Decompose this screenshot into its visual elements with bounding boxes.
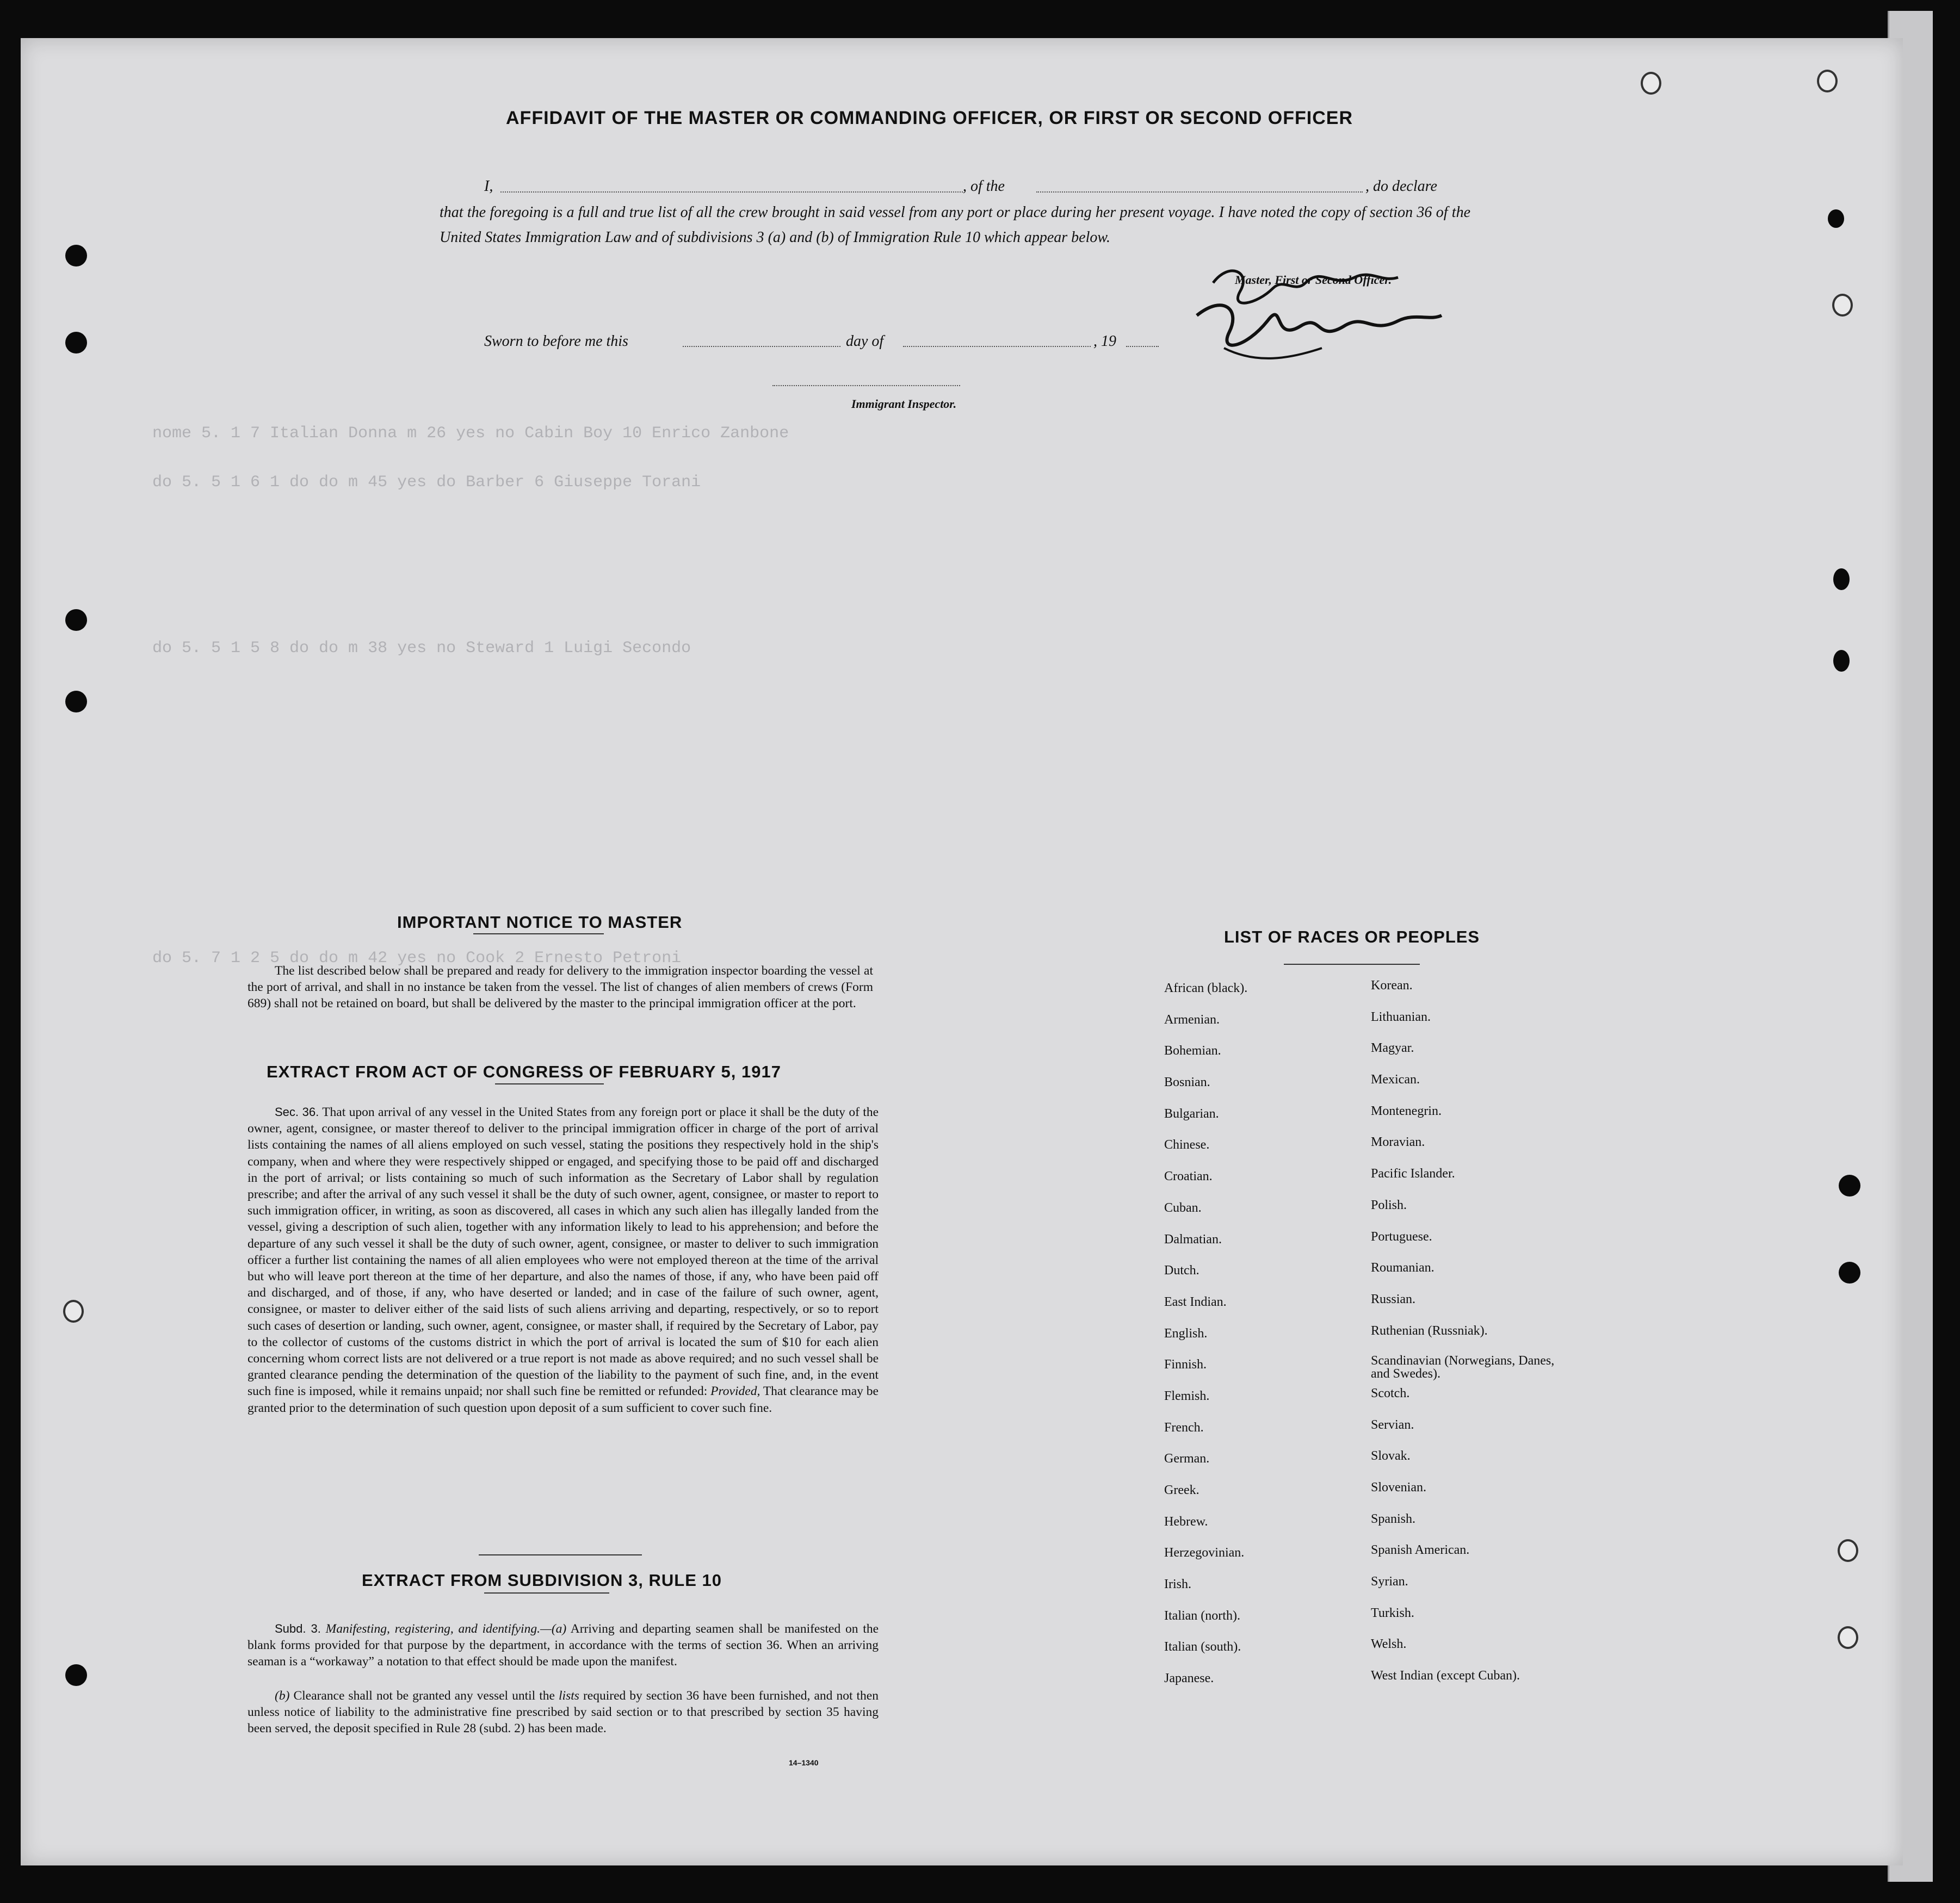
- race-item: Spanish.: [1371, 1511, 1416, 1526]
- sworn-date-blank: [683, 346, 840, 347]
- act-end-rule: [479, 1554, 642, 1555]
- race-item: Moravian.: [1371, 1135, 1425, 1150]
- race-item: Chinese.: [1164, 1138, 1210, 1152]
- race-item: English.: [1164, 1326, 1208, 1341]
- race-item: German.: [1164, 1452, 1210, 1466]
- race-item: Scotch.: [1371, 1386, 1410, 1400]
- race-item: Hebrew.: [1164, 1514, 1208, 1529]
- race-item: Bohemian.: [1164, 1044, 1221, 1058]
- race-item: Ruthenian (Russniak).: [1371, 1323, 1488, 1338]
- race-item: Korean.: [1371, 978, 1413, 993]
- punch-hole: [1839, 1262, 1860, 1284]
- punch-hole: [1828, 209, 1844, 228]
- race-item: Italian (north).: [1164, 1608, 1240, 1623]
- race-item: Roumanian.: [1371, 1261, 1435, 1275]
- race-item: Herzegovinian.: [1164, 1546, 1245, 1560]
- race-item: Scandinavian (Norwegians, Danes, and Swedes).: [1371, 1354, 1555, 1381]
- race-item: Polish.: [1371, 1198, 1407, 1212]
- section-text: That upon arrival of any vessel in the United States from any foreign port or place it shall be the duty of the owner, agent, consignee, or master thereof to deliver to the principal immigration officer in charge of the port of arrival lists containing the names of all aliens employed on such vessel, stating the positions they respectively hold in the ship's company, when and where they were respectively shipped or engaged, and specifying those to be paid off and discharged in the port of arrival; or lists containing so much of such information as the Secretary of Labor shall by regulation prescribe; and after the arrival of any such vessel it shall be the duty of such owner, agent, consignee, or master to report to such immigration officer, in writing, as soon as discovered, all cases in which any such alien has illegally landed from the vessel, giving a description of such alien, together with any information likely to lead to his apprehension; and before the departure of any such vessel it shall be the duty of such owner, agent, consignee, or master to deliver to such immigration officer a further list containing the names of all alien employees who were not employed thereon at the time of the arrival but who will leave port thereon at the time of her departure, and also the names of those, if any, who have been paid off and discharged, and of those, if any, who have deserted or landed; and in case of the failure of such owner, agent, consignee, or master to deliver either of the said lists of such aliens arriving and departing, respectively, or so to report such cases of desertion or landing, such owner, agent, consignee, or master shall, if required by the Secretary of Labor, pay to the collector of customs of the customs district in which the port of arrival is located the sum of $10 for each alien concerning whom correct lists are not delivered or a true report is not made as above required; and no such vessel shall be granted clearance pending the determination of the question of the liability to the payment of such fine, and, in the event such fine is imposed, while it remains unpaid; nor shall such fine be remitted or refunded:: [248, 1105, 879, 1399]
- notice-body: [248, 963, 873, 1012]
- race-item: Russian.: [1371, 1292, 1416, 1306]
- binding-ring: [63, 1300, 84, 1323]
- sworn-month-blank: [903, 346, 1091, 347]
- sworn-year-blank: [1126, 346, 1159, 347]
- part-b-text-1: Clearance shall not be granted any vessel until the: [293, 1689, 555, 1703]
- inspector-signature-blank: [772, 385, 960, 386]
- race-item: Finnish.: [1164, 1357, 1207, 1372]
- inspector-label: Immigrant Inspector.: [851, 397, 957, 411]
- part-b-lists: lists: [559, 1689, 579, 1703]
- races-rule: [1284, 964, 1420, 965]
- race-item: Syrian.: [1371, 1575, 1408, 1589]
- binding-ring: [1641, 72, 1661, 95]
- rule-rule: [484, 1592, 609, 1594]
- race-item: East Indian.: [1164, 1294, 1227, 1309]
- affidavit-body: that the foregoing is a full and true list of all the crew brought in said vessel from any port or place during her present voyage. I have noted the copy of section 36 of the United States Immigration Law and of subdivisions 3 (a) and (b) of Immigration Rule 10 which appear below.: [440, 204, 1470, 246]
- master-signature: [1191, 239, 1447, 370]
- race-item: West Indian (except Cuban).: [1371, 1669, 1520, 1683]
- race-item: Bosnian.: [1164, 1075, 1210, 1090]
- act-rule: [495, 1083, 604, 1084]
- binding-ring: [1838, 1626, 1858, 1649]
- subd-label: Subd. 3.: [275, 1622, 321, 1635]
- race-item: Lithuanian.: [1371, 1009, 1431, 1024]
- punch-hole: [1839, 1175, 1860, 1197]
- affidavit-declare-label: , do declare: [1365, 178, 1437, 195]
- race-item: Dalmatian.: [1164, 1232, 1222, 1247]
- punch-hole: [1833, 568, 1850, 590]
- punch-hole: [65, 609, 87, 631]
- race-item: Armenian.: [1164, 1012, 1220, 1027]
- punch-hole: [65, 1664, 87, 1686]
- sworn-label: Sworn to before me this: [484, 333, 628, 350]
- form-number: 14–1340: [789, 1758, 819, 1767]
- punch-hole: [65, 691, 87, 712]
- binding-ring: [1817, 70, 1838, 92]
- punch-hole: [65, 332, 87, 354]
- race-item: Italian (south).: [1164, 1640, 1241, 1654]
- affidavit-declarant-label: I,: [484, 178, 493, 195]
- rule-extract-part-a: [248, 1621, 879, 1670]
- notice-text: The list described below shall be prepared and ready for delivery to the immigration inspector boarding the vessel at the port of arrival, and shall in no instance be taken from the vessel. The list of changes of alien members of crews (Form 689) shall not be retained on board, but shall be delivered by the master to the principal immigration officer at the port.: [248, 964, 873, 1011]
- notice-title: IMPORTANT NOTICE TO MASTER: [397, 913, 683, 932]
- act-extract-title: EXTRACT FROM ACT OF CONGRESS OF FEBRUARY 5, 1917: [267, 1062, 781, 1081]
- race-item: Turkish.: [1371, 1606, 1414, 1620]
- punch-hole: [65, 245, 87, 266]
- race-item: Flemish.: [1164, 1388, 1210, 1403]
- race-item: Dutch.: [1164, 1263, 1200, 1278]
- subd-heading: Manifesting, registering, and identifying.—(a): [325, 1622, 567, 1636]
- binding-ring: [1832, 294, 1853, 317]
- race-item: Welsh.: [1371, 1637, 1407, 1652]
- bleed-through-row: nome 5. 1 7 Italian Donna m 26 yes no Cabin Boy 10 Enrico Zanbone: [152, 424, 789, 443]
- bleed-through-row: do 5. 5 1 6 1 do do m 45 yes do Barber 6 Giuseppe Torani: [152, 473, 701, 492]
- race-item: Servian.: [1371, 1417, 1414, 1432]
- declarant-name-blank: [500, 191, 963, 193]
- signature-caption: Master, First or Second Officer.: [1235, 273, 1392, 287]
- race-item: Magyar.: [1371, 1041, 1414, 1056]
- race-item: Slovak.: [1371, 1449, 1411, 1464]
- race-item: Croatian.: [1164, 1169, 1213, 1184]
- part-b-label: (b): [275, 1689, 290, 1703]
- notice-rule: [473, 933, 604, 934]
- race-item: Japanese.: [1164, 1671, 1214, 1686]
- year-label: , 19: [1093, 333, 1116, 350]
- race-item: Slovenian.: [1371, 1480, 1426, 1495]
- vessel-name-blank: [1036, 191, 1363, 193]
- bleed-through-row: do 5. 7 1 2 5 do do m 42 yes no Cook 2 Ernesto Petroni: [152, 949, 682, 968]
- races-column-2: [1371, 978, 1610, 1700]
- affidavit-vessel-label: , of the: [963, 178, 1005, 195]
- part-b-text-2: required by section 36 have been furnished, and not then unless notice of liability to the administrative fine prescribed by said section or to that prescribed by section 35 having been served, the deposit specified in Rule 28 (subd. 2) has been made.: [248, 1689, 879, 1736]
- part-a-text: Arriving and departing seamen shall be manifested on the blank forms provided for that purpose by the department, in accordance with the terms of section 36. When an arriving seaman is a “workaway” a notation to that effect should be made upon the manifest.: [248, 1622, 879, 1669]
- race-item: French.: [1164, 1420, 1204, 1435]
- section-label: Sec. 36.: [275, 1105, 319, 1119]
- race-item: African (black).: [1164, 981, 1248, 995]
- race-item: Bulgarian.: [1164, 1106, 1219, 1121]
- race-item: Greek.: [1164, 1483, 1200, 1497]
- punch-hole: [1833, 650, 1850, 672]
- day-of-label: day of: [846, 333, 884, 350]
- race-item: Mexican.: [1371, 1073, 1420, 1087]
- act-extract-body: [248, 1104, 879, 1416]
- bleed-through-row: do 5. 5 1 5 8 do do m 38 yes no Steward 1 Luigi Secondo: [152, 639, 691, 658]
- race-item: Montenegrin.: [1371, 1104, 1442, 1118]
- race-item: Spanish American.: [1371, 1543, 1470, 1558]
- proviso-label: Provided,: [710, 1384, 760, 1399]
- proviso-text: That clearance may be granted prior to the determination of such question upon deposit of a sum sufficient to cover such fine.: [248, 1384, 879, 1415]
- race-item: Portuguese.: [1371, 1229, 1432, 1244]
- affidavit-title: AFFIDAVIT OF THE MASTER OR COMMANDING OFFICER, OR FIRST OR SECOND OFFICER: [506, 108, 1353, 128]
- rule-extract-title: EXTRACT FROM SUBDIVISION 3, RULE 10: [362, 1571, 722, 1590]
- race-item: Cuban.: [1164, 1200, 1202, 1215]
- races-title: LIST OF RACES OR PEOPLES: [1224, 927, 1480, 946]
- race-item: Pacific Islander.: [1371, 1167, 1455, 1181]
- race-item: Irish.: [1164, 1577, 1191, 1592]
- races-column-1: [1164, 981, 1349, 1702]
- binding-ring: [1838, 1539, 1858, 1562]
- rule-extract-part-b: [248, 1688, 879, 1737]
